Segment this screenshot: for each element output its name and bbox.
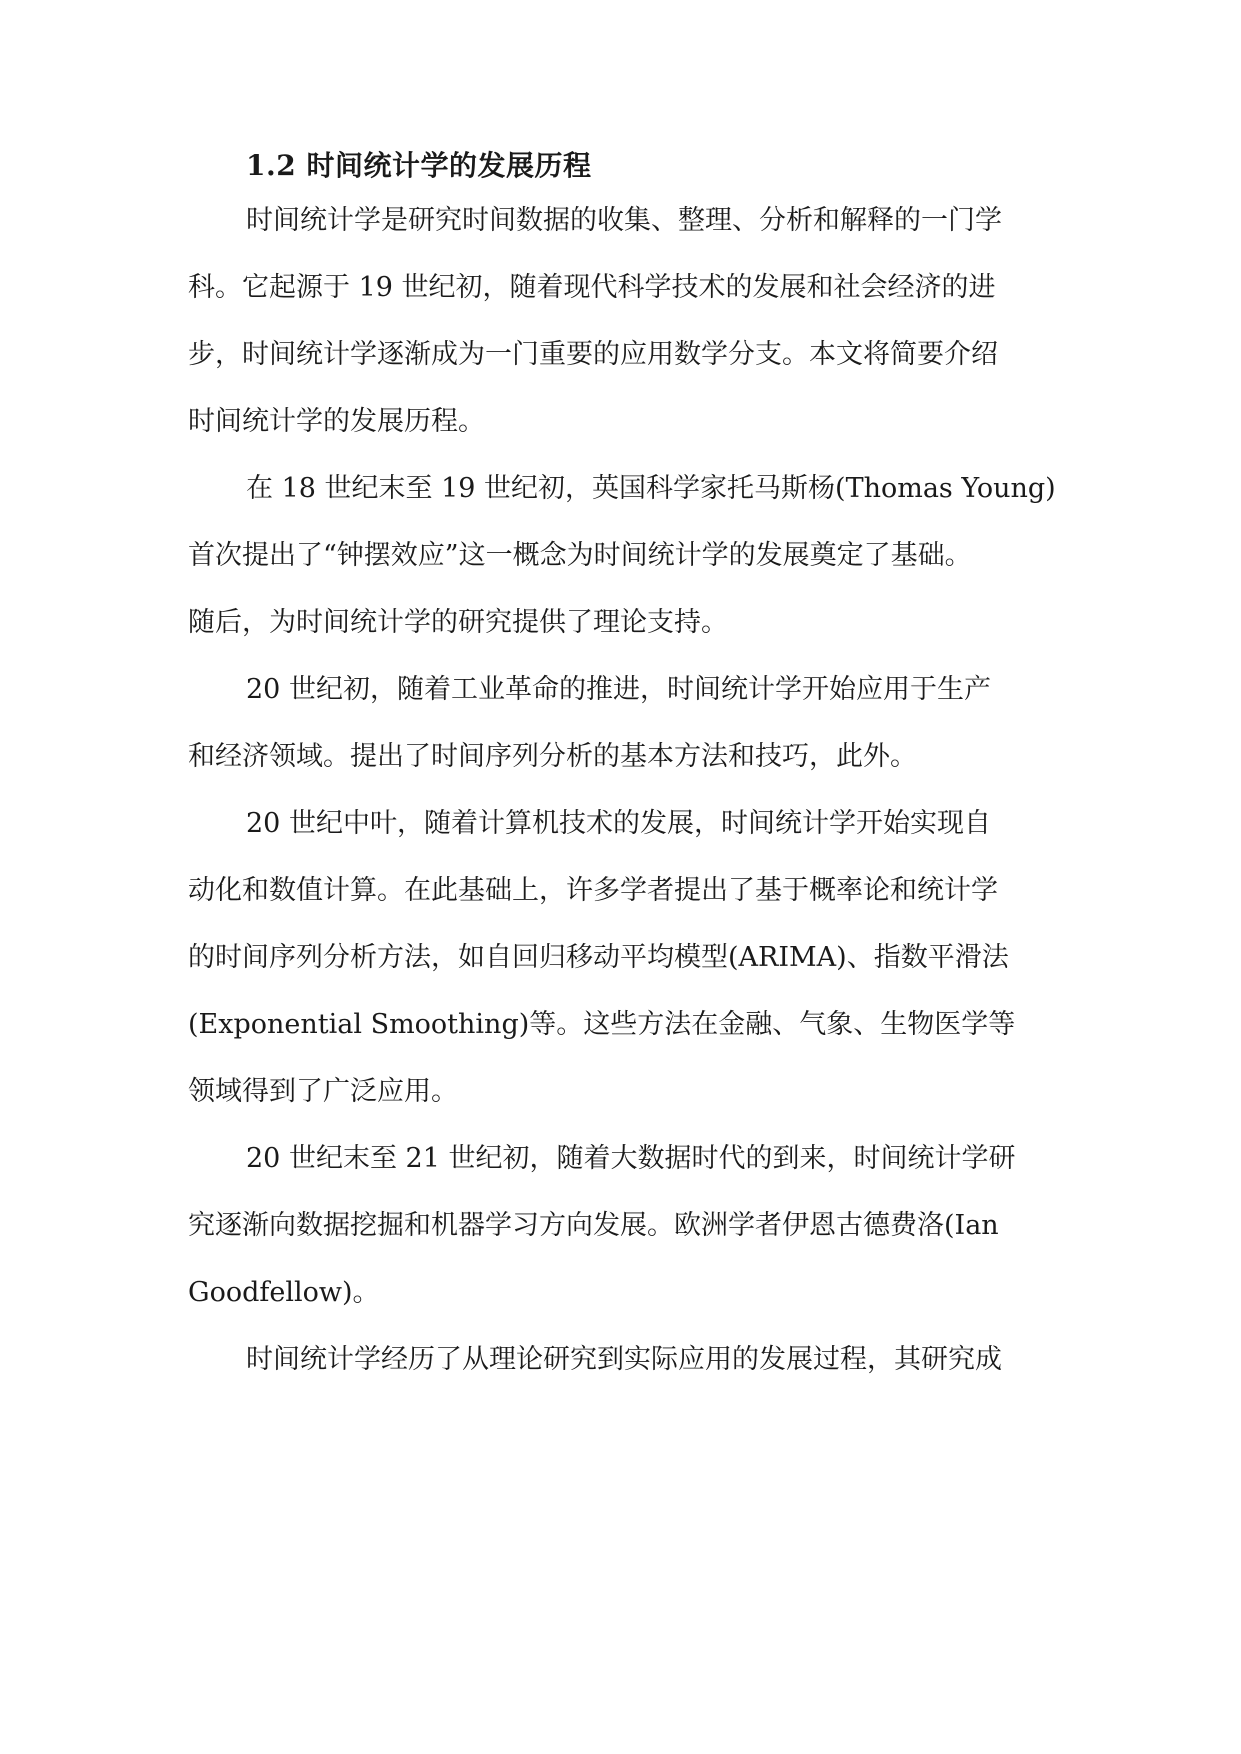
text-line: 20 世纪中叶，随着计算机技术的发展，时间统计学开始实现自: [246, 808, 991, 839]
text-line: 在 18 世纪末至 19 世纪初，英国科学家托马斯杨(Thomas Young): [246, 473, 1056, 504]
text-line: 动化和数值计算。在此基础上，许多学者提出了基于概率论和统计学: [188, 875, 998, 906]
text-line: 随后，为时间统计学的研究提供了理论支持。: [188, 607, 728, 638]
text-line: 科。它起源于 19 世纪初，随着现代科学技术的发展和社会经济的进: [188, 272, 996, 303]
text-line: Goodfellow)。: [188, 1277, 380, 1308]
text-line: 步，时间统计学逐渐成为一门重要的应用数学分支。本文将简要介绍: [188, 339, 998, 370]
text-line: (Exponential Smoothing)等。这些方法在金融、气象、生物医学等: [188, 1009, 1016, 1040]
text-line: 20 世纪初，随着工业革命的推进，时间统计学开始应用于生产: [246, 674, 991, 705]
text-line: 时间统计学经历了从理论研究到实际应用的发展过程，其研究成: [246, 1344, 1002, 1375]
text-line: 时间统计学是研究时间数据的收集、整理、分析和解释的一门学: [246, 205, 1002, 236]
section-heading: 1.2 时间统计学的发展历程: [246, 149, 592, 182]
text-line: 时间统计学的发展历程。: [188, 406, 485, 437]
text-line: 20 世纪末至 21 世纪初，随着大数据时代的到来，时间统计学研: [246, 1143, 1016, 1174]
text-line: 的时间序列分析方法，如自回归移动平均模型(ARIMA)、指数平滑法: [188, 942, 1009, 973]
text-line: 究逐渐向数据挖掘和机器学习方向发展。欧洲学者伊恩古德费洛(Ian: [188, 1210, 999, 1241]
text-line: 领域得到了广泛应用。: [188, 1076, 458, 1107]
text-line: 和经济领域。提出了时间序列分析的基本方法和技巧，此外。: [188, 741, 917, 772]
text-line: 首次提出了“钟摆效应”这一概念为时间统计学的发展奠定了基础。: [188, 540, 972, 571]
